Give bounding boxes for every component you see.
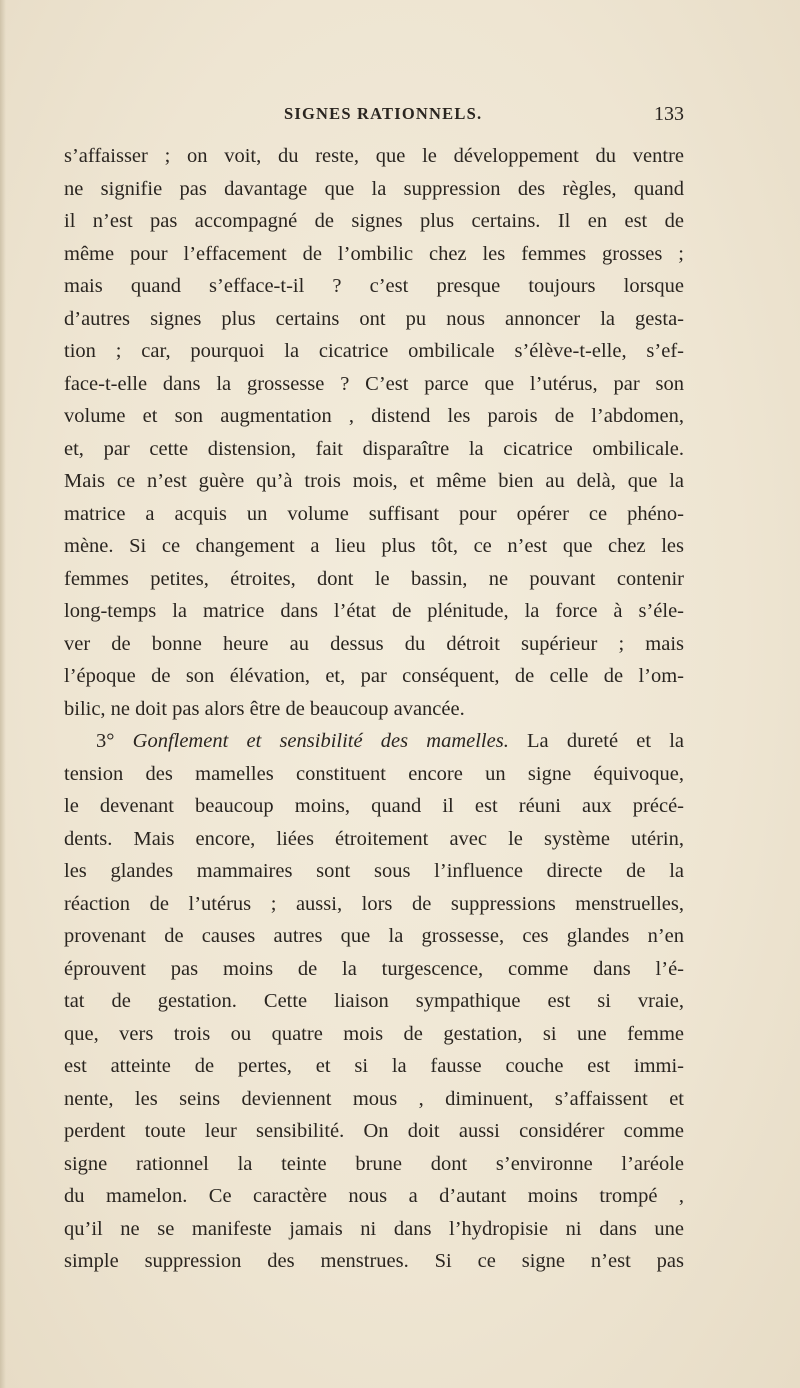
text-line: signe rationnel la teinte brune dont s’environne l’aréole xyxy=(64,1152,684,1175)
text-line: dents. Mais encore, liées étroitement avec le système utérin, xyxy=(64,827,684,850)
text-line: s’affaisser ; on voit, du reste, que le développement du ventre xyxy=(64,145,684,167)
text-line: matrice a acquis un volume suffisant pour opérer ce phéno- xyxy=(64,502,684,525)
text-line: éprouvent pas moins de la turgescence, comme dans l’é- xyxy=(64,957,684,980)
text-line: Mais ce n’est guère qu’à trois mois, et même bien au delà, que la xyxy=(64,470,684,492)
text-line: du mamelon. Ce caractère nous a d’autant moins trompé , xyxy=(64,1185,684,1207)
text-line: mène. Si ce changement a lieu plus tôt, ce n’est que chez les xyxy=(64,535,684,557)
text-line: tat de gestation. Cette liaison sympathique est si vraie, xyxy=(64,990,684,1012)
text-line: face-t-elle dans la grossesse ? C’est parce que l’utérus, par son xyxy=(64,372,684,395)
text-line: tension des mamelles constituent encore un signe équivoque, xyxy=(64,762,684,785)
text-line: l’époque de son élévation, et, par conséquent, de celle de l’om- xyxy=(64,665,684,687)
text-line: même pour l’effacement de l’ombilic chez les femmes grosses ; xyxy=(64,242,684,265)
text-line: femmes petites, étroites, dont le bassin, ne pouvant contenir xyxy=(64,567,684,590)
text-line: provenant de causes autres que la grossesse, ces glandes n’en xyxy=(64,925,684,947)
text-line: réaction de l’utérus ; aussi, lors de suppressions menstruelles, xyxy=(64,892,684,915)
running-head: SIGNES RATIONNELS. xyxy=(284,104,483,123)
page-header xyxy=(64,101,684,131)
text-line: d’autres signes plus certains ont pu nous annoncer la gesta- xyxy=(64,307,684,330)
text-line: simple suppression des menstrues. Si ce signe n’est pas xyxy=(64,1250,684,1272)
text-line: que, vers trois ou quatre mois de gestation, si une femme xyxy=(64,1022,684,1045)
page-binding-edge xyxy=(0,0,6,1388)
section-heading: Gonflement et sensibilité des mamelles. xyxy=(132,730,509,752)
page-number: 133 xyxy=(654,103,684,125)
text-line: et, par cette distension, fait disparaître la cicatrice ombilicale. xyxy=(64,437,684,460)
text-line: ne signifie pas davantage que la suppression des règles, quand xyxy=(64,177,684,200)
text-line: tion ; car, pourquoi la cicatrice ombilicale s’élève-t-elle, s’ef- xyxy=(64,340,684,362)
section-heading-line xyxy=(64,725,684,758)
text-line: les glandes mammaires sont sous l’influence directe de la xyxy=(64,860,684,882)
text-line: est atteinte de pertes, et si la fausse couche est immi- xyxy=(64,1055,684,1077)
body-text xyxy=(64,140,684,1278)
text-line: il n’est pas accompagné de signes plus certains. Il en est de xyxy=(64,210,684,232)
section-heading-continuation: La dureté et la xyxy=(527,730,684,752)
text-line: bilic, ne doit pas alors être de beaucoup avancée. xyxy=(64,697,465,720)
text-line: volume et son augmentation , distend les parois de l’abdomen, xyxy=(64,405,684,427)
text-line: perdent toute leur sensibilité. On doit aussi considérer comme xyxy=(64,1120,684,1142)
text-line: nente, les seins deviennent mous , diminuent, s’affaissent et xyxy=(64,1087,684,1110)
text-line: long-temps la matrice dans l’état de plénitude, la force à s’éle- xyxy=(64,600,684,622)
section-number: 3° xyxy=(96,730,115,752)
text-line: le devenant beaucoup moins, quand il est réuni aux précé- xyxy=(64,795,684,817)
text-line: ver de bonne heure au dessus du détroit supérieur ; mais xyxy=(64,632,684,655)
text-line: mais quand s’efface-t-il ? c’est presque toujours lorsque xyxy=(64,275,684,297)
text-line: qu’il ne se manifeste jamais ni dans l’hydropisie ni dans une xyxy=(64,1217,684,1240)
